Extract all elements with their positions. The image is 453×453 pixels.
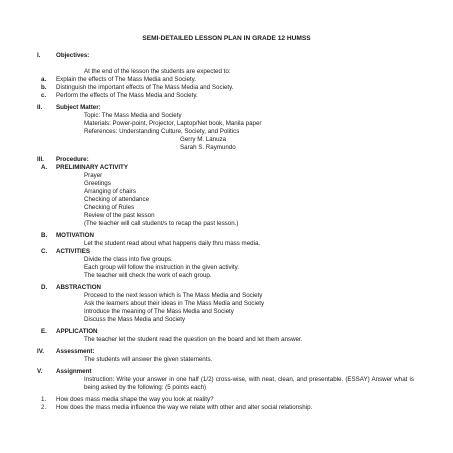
objective-marker: a. bbox=[41, 76, 47, 83]
abstraction-item: Introduce the meaning of The Mass Media and Society bbox=[84, 308, 234, 315]
application-heading: APPLICATION bbox=[56, 328, 98, 335]
abstraction-heading: ABSTRACTION bbox=[56, 284, 102, 291]
objectives-heading: Objectives: bbox=[56, 52, 90, 59]
question-marker: 2. bbox=[41, 404, 47, 411]
procedure-heading: Procedure: bbox=[56, 156, 89, 163]
assessment-heading: Assessment: bbox=[56, 348, 95, 355]
subject-references: References: Understanding Culture, Society, and Politics bbox=[84, 128, 240, 135]
preliminary-item: Greetings bbox=[84, 180, 111, 187]
objective-item: Perform the effects of The Mass Media and Society. bbox=[56, 92, 198, 99]
activities-item: The teacher will check the work of each group. bbox=[84, 272, 212, 279]
objective-marker: b. bbox=[41, 84, 47, 91]
reference-author: Gerry M. Lanuza bbox=[180, 136, 227, 143]
preliminary-item: Review of the past lesson bbox=[84, 212, 155, 219]
procedure-step-marker: B. bbox=[41, 232, 48, 239]
procedure-step-marker: C. bbox=[41, 248, 48, 255]
motivation-heading: MOTIVATION bbox=[56, 232, 94, 239]
assignment-question: How does the mass media influence the way we relate with other and alter social relationship. bbox=[56, 404, 313, 411]
section-numeral: III. bbox=[37, 156, 44, 163]
preliminary-item: Checking of attendance bbox=[84, 196, 150, 203]
preliminary-item: Prayer bbox=[84, 172, 103, 179]
objective-item: Distinguish the important effects of The Mass Media and Society. bbox=[56, 84, 234, 91]
section-numeral: I. bbox=[37, 52, 41, 59]
reference-author: Sarah S. Raymundo bbox=[180, 144, 236, 151]
objectives-intro: At the end of the lesson the students are expected to: bbox=[84, 68, 231, 75]
activities-item: Divide the class into five groups. bbox=[84, 256, 173, 263]
section-numeral: IV. bbox=[37, 348, 44, 355]
preliminary-item: (The teacher will call student/s to recap the past lesson.) bbox=[84, 220, 239, 227]
objective-marker: c. bbox=[41, 92, 47, 99]
assignment-heading: Assignment bbox=[56, 368, 92, 375]
document-title: SEMI-DETAILED LESSON PLAN IN GRADE 12 HUMSS bbox=[142, 35, 311, 42]
subject-topic: Topic: The Mass Media and Society bbox=[84, 112, 182, 119]
motivation-item: Let the student read about what happens daily thru mass media. bbox=[84, 240, 261, 247]
objective-item: Explain the effects of The Mass Media and Society. bbox=[56, 76, 196, 83]
procedure-step-marker: D. bbox=[41, 284, 48, 291]
question-marker: 1. bbox=[41, 396, 47, 403]
section-numeral: II. bbox=[37, 104, 43, 111]
subject-materials: Materials: Power-point, Projector, Laptop/Net book, Manila paper bbox=[84, 120, 262, 127]
activities-item: Each group will follow the instruction in the given activity. bbox=[84, 264, 239, 271]
abstraction-item: Ask the learners about their ideas in The Mass Media and Society bbox=[84, 300, 265, 307]
activities-heading: ACTIVITIES bbox=[56, 248, 91, 255]
preliminary-item: Arranging of chairs bbox=[84, 188, 136, 195]
procedure-step-marker: A. bbox=[41, 164, 48, 171]
procedure-step-marker: E. bbox=[41, 328, 47, 335]
abstraction-item: Proceed to the next lesson which is The Mass Media and Society bbox=[84, 292, 263, 299]
application-item: The teacher let the student read the question on the board and let them answer. bbox=[84, 336, 303, 343]
subject-matter-heading: Subject Matter: bbox=[56, 104, 101, 111]
preliminary-activity-heading: PRELIMINARY ACTIVITY bbox=[56, 164, 128, 171]
abstraction-item: Discuss the Mass Media and Society bbox=[84, 316, 186, 323]
section-numeral: V. bbox=[37, 368, 43, 375]
assessment-text: The students will answer the given statements. bbox=[84, 356, 213, 363]
assignment-instruction: Instruction: Write your answer in one half (1/2) cross-wise, with neat, clean, and presentable. (ESSAY) Answer what is being asked by the following: (5 points each) bbox=[84, 376, 414, 391]
assignment-question: How does mass media shape the way you look at reality? bbox=[56, 396, 214, 403]
preliminary-item: Checking of Rules bbox=[84, 204, 135, 211]
